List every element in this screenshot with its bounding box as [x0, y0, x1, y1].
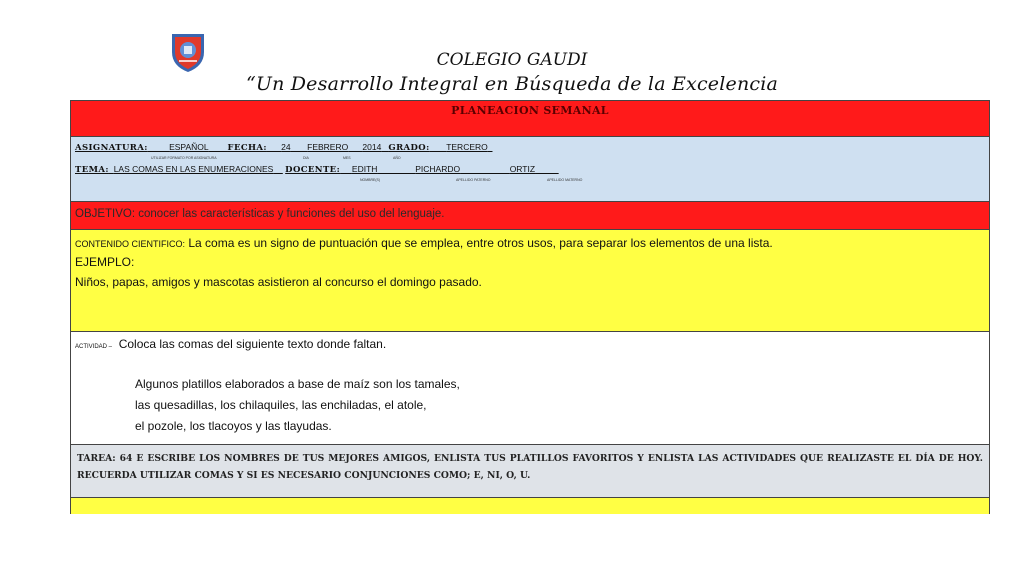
ejemplo-label: EJEMPLO:: [75, 255, 135, 269]
contenido-line: [75, 236, 773, 250]
docente-label: DOCENTE:: [285, 165, 341, 175]
ejemplo-text: Niños, papas, amigos y mascotas asistieron al concurso el domingo pasado.: [75, 275, 482, 289]
school-motto: “Un Desarrollo Integral en Búsqueda de la Excelencia: [245, 73, 779, 95]
hint-paterno: APELLIDO PATERNO: [456, 178, 491, 182]
plan-title: PLANEACION SEMANAL: [451, 104, 609, 117]
fecha-value: 24 FEBRERO 2014: [281, 142, 382, 152]
tarea-text: TAREA: 64 E ESCRIBE LOS NOMBRES DE TUS MEJORES AMIGOS, ENLISTA TUS PLATILLOS FAVORITOS Y ENLISTA LAS ACTIVIDADES QUE REALIZASTE EL DÍA DE HOY. RECUERDA UTILIZAR COMAS Y SI ES NECESARIO CONJUNCIONES COMO; E, NI, O, U.: [77, 453, 983, 481]
weekly-plan-table: [70, 100, 990, 514]
actividad-line-1: Algunos platillos elaborados a base de maíz son los tamales,: [135, 377, 460, 391]
hint-nombre: NOMBRE(S): [360, 178, 381, 182]
objetivo-text: OBJETIVO: conocer las características y funciones del uso del lenguaje.: [75, 208, 445, 220]
actividad-row: [71, 332, 989, 445]
asignatura-value: ESPAÑOL: [169, 142, 209, 152]
contenido-text: La coma es un signo de puntuación que se emplea, entre otros usos, para separar los elementos de una lista.: [188, 236, 773, 250]
tarea-row: [71, 445, 989, 498]
plan-meta-row: [71, 137, 989, 202]
objetivo-row: [71, 202, 989, 230]
hint-asignatura: UTILIZAR FORMATO POR ASIGNATURA: [151, 156, 217, 160]
hint-mes: MES: [343, 156, 351, 160]
contenido-row: [71, 230, 989, 332]
hint-anio: AÑO: [393, 156, 401, 160]
grado-value: TERCERO: [446, 142, 488, 152]
footer-row: [71, 498, 989, 514]
actividad-label: ACTIVIDAD –: [75, 344, 113, 350]
hint-materno: APELLIDO MATERNO: [547, 178, 583, 182]
docente-value: EDITH PICHARDO ORTIZ: [351, 164, 536, 174]
fecha-label: FECHA:: [227, 143, 267, 153]
actividad-line-3: el pozole, los tlacoyos y las tlayudas.: [135, 419, 332, 433]
actividad-text: Coloca las comas del siguiente texto donde faltan.: [118, 337, 387, 351]
asignatura-label: ASIGNATURA:: [75, 143, 148, 153]
tema-label: TEMA:: [75, 165, 109, 175]
actividad-line-2: las quesadillas, los chilaquiles, las enchiladas, el atole,: [135, 398, 427, 412]
tema-value: LAS COMAS EN LAS ENUMERACIONES: [113, 164, 274, 174]
plan-title-row: [71, 101, 989, 137]
school-name: COLEGIO GAUDI: [436, 50, 588, 70]
grado-label: GRADO:: [388, 143, 430, 153]
hint-dia: DIA: [303, 156, 309, 160]
actividad-line: [75, 337, 386, 351]
contenido-label: CONTENIDO CIENTIFICO:: [75, 239, 185, 249]
meta-line-1: [75, 142, 492, 153]
meta-line-2: [75, 164, 559, 175]
